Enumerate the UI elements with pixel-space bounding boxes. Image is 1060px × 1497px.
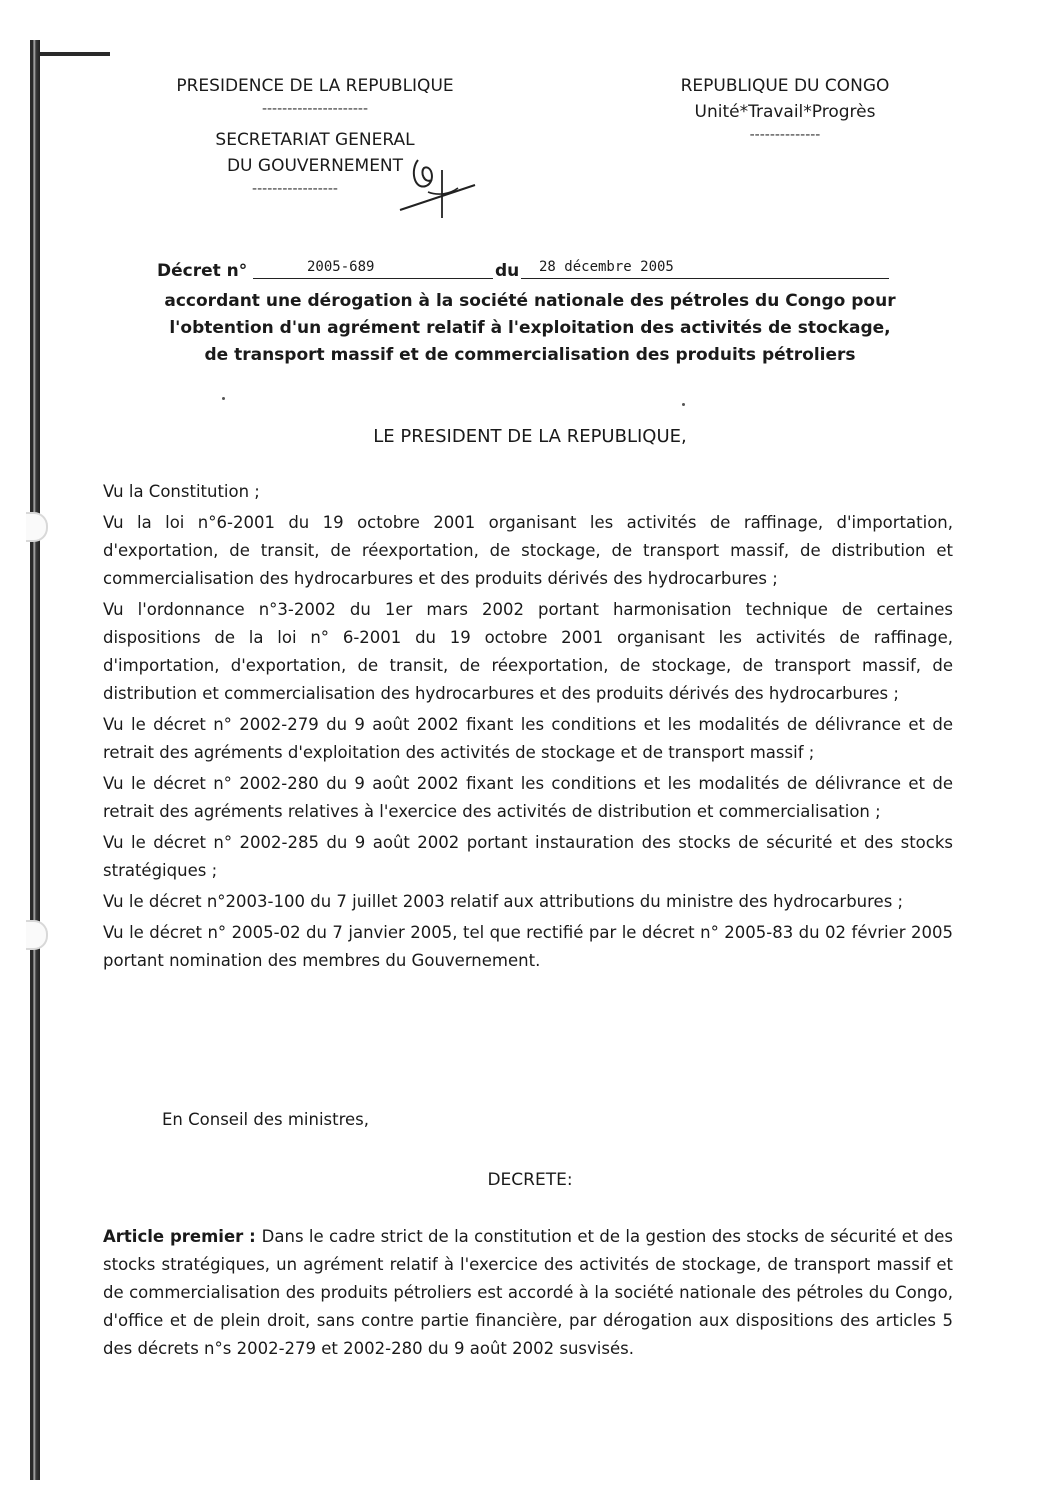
speck xyxy=(222,397,225,400)
republique-title: REPUBLIQUE DU CONGO xyxy=(680,76,890,96)
visa-paragraph: Vu le décret n° 2005-02 du 7 janvier 2005, tel que rectifié par le décret n° 2005-83 du 02 février 2005 portant nomination des membres du Gouvernement. xyxy=(103,923,953,970)
decree-date: 28 décembre 2005 xyxy=(539,259,674,275)
secretariat-title: SECRETARIAT GENERAL xyxy=(215,130,415,150)
visa-paragraph: Vu le décret n° 2002-285 du 9 août 2002 portant instauration des stocks de sécurité et des stocks stratégiques ; xyxy=(103,833,953,880)
visa-paragraph: Vu le décret n° 2002-279 du 9 août 2002 fixant les conditions et les modalités de délivrance et de retrait des agréments d'exploitation des activités de stockage et de transport massif ; xyxy=(103,715,953,762)
subject-line: accordant une dérogation à la société nationale des pétroles du Congo pour xyxy=(164,291,896,311)
gouvernement-title: DU GOUVERNEMENT xyxy=(226,156,404,176)
article-text: Dans le cadre strict de la constitution et de la gestion des stocks de sécurité et des stocks stratégiques, un agrément relatif à l'exercice des activités de stockage, de transport massif et de commercialisation des produits pétroliers est accordé à la société nationale des pétroles du Congo, d'office et de plein droit, sans contre partie financière, par dérogation aux dispositions des articles 5 des décrets n°s 2002-279 et 2002-280 du 9 août 2002 susvisés. xyxy=(103,1227,953,1358)
decree-number: 2005-689 xyxy=(307,259,375,275)
visas xyxy=(103,478,953,978)
header-right xyxy=(650,73,920,145)
signature-initials xyxy=(380,150,490,220)
punch-hole xyxy=(26,920,48,950)
devise: Unité*Travail*Progrès xyxy=(694,102,876,122)
decrete-heading: DECRETE: xyxy=(487,1170,573,1190)
presidence-title: PRESIDENCE DE LA REPUBLIQUE xyxy=(176,76,454,96)
article-premier xyxy=(103,1223,953,1363)
separator-dashes: ----------------- xyxy=(252,181,338,197)
subject-line: l'obtention d'un agrément relatif à l'exploitation des activités de stockage, xyxy=(169,318,891,338)
council-line: En Conseil des ministres, xyxy=(162,1110,370,1129)
separator-dashes: --------------------- xyxy=(261,101,369,117)
decree-label: Décret n° xyxy=(157,261,248,281)
binding-edge xyxy=(30,40,40,1480)
subject-line: de transport massif et de commercialisation des produits pétroliers xyxy=(204,345,856,365)
visa-paragraph: Vu la Constitution ; xyxy=(103,482,260,501)
article-label: Article premier : xyxy=(103,1227,262,1246)
binding-mark xyxy=(40,52,110,56)
du-label: du xyxy=(495,261,520,281)
visa-paragraph: Vu le décret n° 2002-280 du 9 août 2002 fixant les conditions et les modalités de délivrance et de retrait des agréments relatives à l'exercice des activités de distribution et commercialisation ; xyxy=(103,774,953,821)
decree-subject xyxy=(150,288,910,369)
speck xyxy=(682,403,685,406)
president-heading: LE PRESIDENT DE LA REPUBLIQUE, xyxy=(373,426,687,447)
separator-dashes: -------------- xyxy=(749,127,821,143)
punch-hole xyxy=(26,512,48,542)
visa-paragraph: Vu l'ordonnance n°3-2002 du 1er mars 2002 portant harmonisation technique de certaines dispositions de la loi n° 6-2001 du 19 octobre 2001 organisant les activités de raffinage, d'importation, d'exportation, de transit, de réexportation, de stockage, de transport massif, de distribution et commercialisation des hydrocarbures et des produits dérivés des hydrocarbures ; xyxy=(103,600,953,703)
visa-paragraph: Vu la loi n°6-2001 du 19 octobre 2001 organisant les activités de raffinage, d'importation, d'exportation, de transit, de réexportation, de stockage, de transport massif, de distribution et commercialisation des hydrocarbures et des produits dérivés des hydrocarbures ; xyxy=(103,513,953,588)
decree-reference xyxy=(157,255,897,285)
visa-paragraph: Vu le décret n°2003-100 du 7 juillet 2003 relatif aux attributions du ministre des hydrocarbures ; xyxy=(103,892,904,911)
